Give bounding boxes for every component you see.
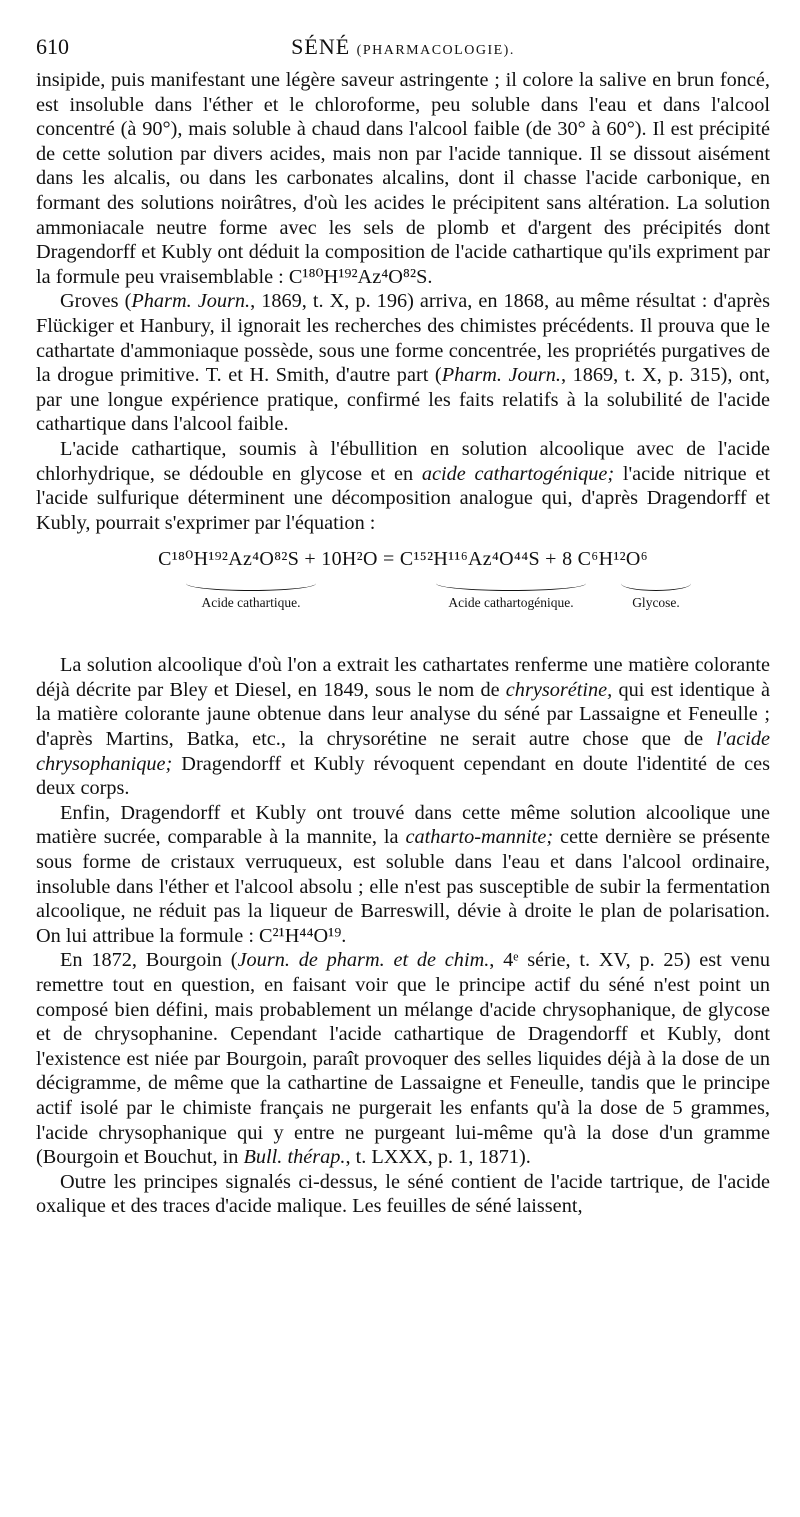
p4-text-a: La solution alcoolique d'où l'on a extrait les cathartates renferme une matière colorante déjà décrite par Bley et Diesel, en 1849, sous le nom de [36, 654, 770, 701]
p6-text-b: , 4ᵉ série, t. XV, p. 25) est venu remettre tout en question, en faisant voir que le principe actif du séné n'est point un composé bien défini, mais probablement un mélange d'acide chrysophanique, de glycose et de chrysophanine. Cependant l'acide cathartique de Dragendorff et Kubly, dont l'existence est niée par Bourgoin, paraît provoquer des selles liquides déjà à la dose de un décigramme, de même que la cathartine de Lassaigne et Feneulle, tandis que le principe actif isolé par le chimiste français ne purgerait les enfants qu'à la dose de 5 grammes, l'acide chrysophanique qui y entre ne purgeant lui-même qu'à la dose d'un gramme (Bourgoin et Bouchut, in [36, 949, 770, 1169]
brace-2 [436, 576, 586, 591]
label-cathartogenic-acid: Acide cathartogénique. [448, 594, 574, 610]
page-header [36, 30, 770, 66]
p5-emphasis: catharto-mannite; [405, 826, 554, 849]
paragraph-5 [36, 801, 770, 949]
equation-labels [36, 576, 770, 636]
paragraph-3 [36, 437, 770, 535]
page-number: 610 [36, 34, 69, 59]
citation-pharm-journ-1: Pharm. Journ. [131, 290, 251, 313]
p2-text-b: , 1869, t. X, p. 196) arriva, en 1868, au même résultat : d'après Flückiger et Hanbury, il ignorait les recherches des chimistes précédents. Il prouva que le cathartate d'ammoniaque possède, sous une forme concentrée, les propriétés purgatives de la drogue primitive. T. et H. Smith, d'autre part ( [36, 290, 770, 387]
page-body [36, 68, 770, 1219]
brace-3 [621, 576, 691, 591]
p4-emphasis-1: chrysorétine, [505, 678, 613, 701]
p6-text-c: , t. LXXX, p. 1, 1871). [345, 1146, 531, 1169]
formula-cathartic-acid: C¹⁸⁰H¹⁹²Az⁴O⁸²S. [288, 265, 433, 288]
chemical-equation [36, 547, 770, 653]
paragraph-2 [36, 289, 770, 437]
p2-text-c: , 1869, t. X, p. 315), ont, par une longue expérience pratique, confirmé les faits relatifs à la solubilité de l'acide cathartique dans l'alcool faible. [36, 364, 770, 436]
running-title-sub: (PHARMACOLOGIE). [356, 43, 515, 58]
p5-text-a: Enfin, Dragendorff et Kubly ont trouvé dans cette même solution alcoolique une matière sucrée, comparable à la mannite, la [36, 801, 770, 849]
label-cathartic-acid: Acide cathartique. [201, 594, 301, 610]
equation-line: C¹⁸⁰H¹⁹²Az⁴O⁸²S + 10H²O = C¹⁵²H¹¹⁶Az⁴O⁴⁴S + 8 C⁶H¹²O⁶ [158, 548, 648, 571]
p5-text-b: cette dernière se présente sous forme de cristaux verruqueux, est soluble dans l'eau et dans l'alcool ordinaire, insoluble dans l'éther et l'alcool absolu ; elle n'est pas susceptible de subir la fermentation alcoolique, ne réduit pas la liqueur de Barreswill, dévie à droite le plan de polarisation. On lui attribue la formule : C²¹H⁴⁴O¹⁹. [36, 826, 770, 947]
p3-text-b: l'acide nitrique et l'acide sulfurique déterminent une décomposition analogue qui, d'après Dragendorff et Kubly, pourrait s'exprimer par l'équation : [36, 462, 770, 534]
brace-1 [186, 576, 316, 591]
p6-text-a: En 1872, Bourgoin ( [60, 949, 238, 972]
citation-journ-pharm: Journ. de pharm. et de chim. [237, 949, 490, 972]
paragraph-6 [36, 948, 770, 1169]
paragraph-7 [36, 1170, 770, 1219]
citation-pharm-journ-2: Pharm. Journ. [441, 364, 561, 387]
paragraph-1 [36, 68, 770, 289]
p3-text-a: L'acide cathartique, soumis à l'ébullition en solution alcoolique avec de l'acide chlorhydrique, se dédouble en glycose et en [36, 437, 770, 485]
p4-text-c: Dragendorff et Kubly révoquent cependant en doute l'identité de ces deux corps. [36, 752, 770, 800]
paragraph-1-text: insipide, puis manifestant une légère saveur astringente ; il colore la salive en brun foncé, est insoluble dans l'éther et le chloroforme, peu soluble dans l'eau et dans l'alcool concentré (à 90°), mais soluble à chaud dans l'alcool faible (de 30° à 60°). Il est précipité de cette solution par divers acides, mais non par l'acide tannique. Il se dissout aisément dans les alcalis, ou dans les carbonates alcalins, dont il chasse l'acide carbonique, en formant des solutions noirâtres, d'où les acides le précipitent sans altération. La solution ammoniacale neutre forme avec les sels de plomb et d'argent des précipités dont Dragendorff et Kubly ont déduit la composition de l'acide cathartique qu'ils expriment par la formule peu vraisemblable : [36, 69, 770, 288]
p4-text-b: qui est identique à la matière colorante jaune obtenue dans leur analyse du séné par Lassaigne et Feneulle ; d'après Martins, Batka, etc., la chrysorétine ne serait autre chose que de [36, 678, 770, 751]
running-title-main: SÉNÉ [291, 34, 351, 59]
p7-text: Outre les principes signalés ci-dessus, le séné contient de l'acide tartrique, de l'acide oxalique et des traces d'acide malique. Les feuilles de séné laissent, [36, 1170, 770, 1218]
running-title [36, 34, 770, 60]
citation-bull-therap: Bull. thérap. [243, 1146, 346, 1169]
paragraph-4 [36, 653, 770, 801]
p4-emphasis-2: l'acide chrysophanique; [36, 728, 770, 775]
p2-text-a: Groves ( [60, 290, 132, 313]
label-glycose: Glycose. [632, 594, 680, 610]
p3-emphasis: acide cathartogénique; [421, 462, 615, 485]
